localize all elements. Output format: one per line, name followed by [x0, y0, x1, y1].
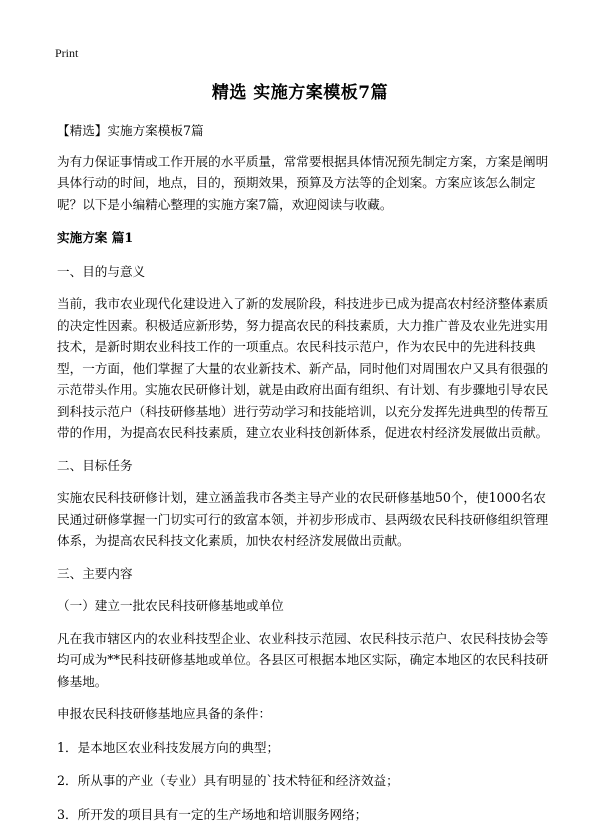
document-title: 精选 实施方案模板7篇 — [211, 83, 389, 103]
condition-item: 3．所开发的项目具有一定的生产场地和培训服务网络； — [57, 806, 368, 822]
part2-paragraph: 实施农民科技研修计划，建立涵盖我市各类主导产业的农民研修基地50个，使1000名农民通过研修掌握一门切实可行的致富本领，并初步形成市、县两级农民科技研修组织管理体系，为提高农民科技文化素质，加快农村经济发展做出贡献。 — [57, 490, 549, 548]
part2-heading: 二、目标任务 — [57, 457, 133, 473]
part3-heading: 三、主要内容 — [57, 565, 133, 581]
document-body — [57, 120, 550, 837]
part3-subheading: （一）建立一批农民科技研修基地或单位 — [57, 598, 284, 613]
part1-heading: 一、目的与意义 — [57, 263, 146, 279]
condition-item: 1．是本地区农业科技发展方向的典型； — [57, 739, 280, 755]
condition-item: 2．所从事的产业（专业）具有明显的`技术特征和经济效益； — [57, 773, 399, 788]
part1-paragraph: 当前，我市农业现代化建设进入了新的发展阶段，科技进步已成为提高农村经济整体素质的决定性因素。积极适应新形势，努力提高农民的科技素质，大力推广普及农业先进实用技术，是新时期农业科技工作的一项重点。农民科技示范户，作为农民中的先进科技典型，一方面，他们掌握了大量的农业新技术、新产品，同时他们对周围农户又具有很强的示范带头作用。实施农民研修计划，就是由政府出面有组织、有计划、有步骤地引导农民到科技示范户（科技研修基地）进行劳动学习和技能培训，以充分发挥先进典型的传帮互带的作用，为提高农民科技素质，建立农业科技创新体系，促进农村经济发展做出贡献。 — [57, 296, 549, 440]
conditions-intro: 申报农民科技研修基地应具备的条件： — [57, 706, 272, 721]
section-heading: 实施方案 篇1 — [57, 230, 134, 245]
print-link[interactable]: Print — [55, 46, 79, 60]
document-subtitle: 【精选】实施方案模板7篇 — [57, 123, 204, 138]
intro-paragraph: 为有力保证事情或工作开展的水平质量，常常要根据具体情况预先制定方案，方案是阐明具体行动的时间，地点，目的，预期效果，预算及方法等的企划案。方案应该怎么制定呢？以下是小编精心整理的实施方案7篇，欢迎阅读与收藏。 — [57, 153, 549, 212]
part3-paragraph: 凡在我市辖区内的农业科技型企业、农业科技示范园、农民科技示范户、农民科技协会等均可成为**民科技研修基地或单位。各县区可根据本地区实际，确定本地区的农民科技研修基地。 — [57, 630, 549, 689]
